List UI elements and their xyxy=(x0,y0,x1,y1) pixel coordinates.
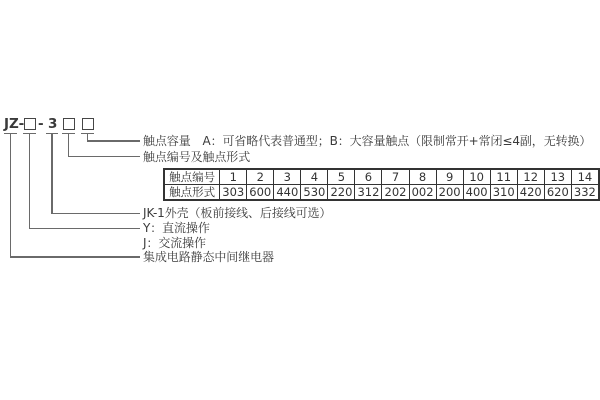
model-placeholder-box-2 xyxy=(63,118,75,130)
connector-line xyxy=(68,156,140,158)
table-row xyxy=(164,185,599,201)
table-cell: 400 xyxy=(463,185,490,201)
table-cell: 4 xyxy=(301,169,328,185)
model-placeholder-box-3 xyxy=(82,118,94,130)
table-cell: 6 xyxy=(355,169,382,185)
table-cell: 220 xyxy=(328,185,355,201)
table-cell: 440 xyxy=(274,185,301,201)
table-cell: 12 xyxy=(517,169,544,185)
model-separator: - xyxy=(38,116,44,132)
connector-line xyxy=(51,213,140,215)
connector-line xyxy=(68,133,70,157)
table-cell: 202 xyxy=(382,185,409,201)
connector-line xyxy=(29,228,140,230)
contact-table xyxy=(163,168,600,201)
callout-relay-name: 集成电路静态中间继电器 xyxy=(143,250,274,264)
table-cell: 10 xyxy=(463,169,490,185)
table-cell: 11 xyxy=(490,169,517,185)
table-cell: 200 xyxy=(436,185,463,201)
table-cell: 5 xyxy=(328,169,355,185)
table-cell: 1 xyxy=(220,169,247,185)
table-cell: 420 xyxy=(517,185,544,201)
connector-line xyxy=(10,256,140,258)
table-cell: 13 xyxy=(544,169,571,185)
model-placeholder-box-1 xyxy=(24,118,36,130)
table-cell: 303 xyxy=(220,185,247,201)
row-header-cell: 触点形式 xyxy=(164,185,220,201)
connector-line xyxy=(10,133,12,258)
table-cell: 8 xyxy=(409,169,436,185)
table-row xyxy=(164,169,599,185)
table-cell: 002 xyxy=(409,185,436,201)
row-header-cell: 触点编号 xyxy=(164,169,220,185)
connector-line xyxy=(87,140,140,142)
table-cell: 7 xyxy=(382,169,409,185)
table-cell: 530 xyxy=(301,185,328,201)
table-cell: 2 xyxy=(247,169,274,185)
table-cell: 310 xyxy=(490,185,517,201)
table-cell: 9 xyxy=(436,169,463,185)
model-series: 3 xyxy=(48,116,58,132)
callout-dc-operation: Y：直流操作 xyxy=(143,221,210,235)
connector-line xyxy=(51,133,53,214)
callout-ac-operation: J：交流操作 xyxy=(143,235,206,250)
contact-table-body xyxy=(164,169,599,200)
callout-contact-capacity: 触点容量 A：可省略代表普通型；B：大容量触点（限制常开+常闭≤4副，无转换） xyxy=(143,134,592,148)
callout-contact-number-form: 触点编号及触点形式 xyxy=(143,149,251,164)
connector-line xyxy=(29,133,31,229)
table-cell: 3 xyxy=(274,169,301,185)
table-cell: 332 xyxy=(571,185,599,201)
table-cell: 312 xyxy=(355,185,382,201)
callout-case-type: JK-1外壳（板前接线、后接线可选） xyxy=(143,206,332,220)
table-cell: 14 xyxy=(571,169,599,185)
table-cell: 600 xyxy=(247,185,274,201)
model-prefix: JZ- xyxy=(4,116,25,132)
table-cell: 620 xyxy=(544,185,571,201)
